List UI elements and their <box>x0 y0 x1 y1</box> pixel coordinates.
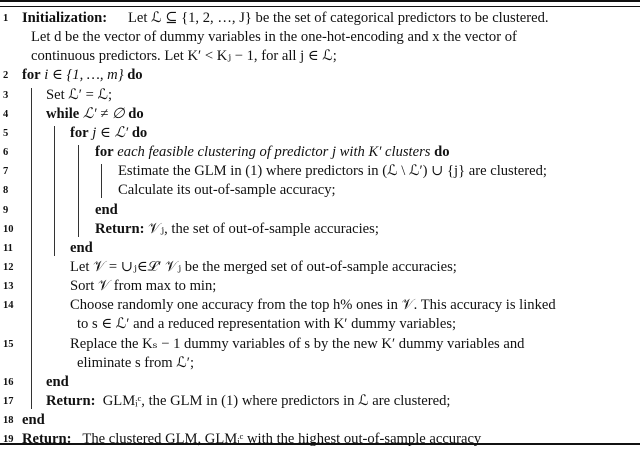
line-body <box>95 220 379 239</box>
line-text: Let 𝒱 = ∪ⱼ∈ℒ′ 𝒱ⱼ be the merged set of out-of-sample accuracies; <box>70 259 457 275</box>
line-text: Calculate its out-of-sample accuracy; <box>118 182 336 198</box>
line-body <box>46 105 144 124</box>
line-body <box>46 392 450 411</box>
algo-line-18 <box>0 411 640 430</box>
line-text: Let d be the vector of dummy variables in the one-hot-encoding and x the vector of <box>31 29 517 45</box>
keyword: for <box>22 67 41 83</box>
line-text: 𝒱ⱼ, the set of out-of-sample accuracies; <box>148 221 379 237</box>
algo-line-2 <box>0 66 640 85</box>
keyword: end <box>70 240 93 256</box>
algo-line-1-cont-1 <box>0 28 640 47</box>
algo-line-11 <box>0 239 640 258</box>
line-number: 4 <box>3 109 9 120</box>
line-text: ℒ′ ≠ ∅ <box>82 106 125 122</box>
line-number: 15 <box>3 339 14 350</box>
line-number: 7 <box>3 166 9 177</box>
algo-line-7 <box>0 162 640 181</box>
keyword: Return: <box>95 221 145 237</box>
keyword: end <box>95 202 118 218</box>
line-body <box>70 124 147 143</box>
keyword: Initialization: <box>22 10 108 26</box>
line-text: eliminate s from ℒ′; <box>77 355 195 371</box>
algo-line-1-cont-2 <box>0 47 640 66</box>
line-text: Estimate the GLM in (1) where predictors in (ℒ \ ℒ′) ∪ {j} are clustered; <box>118 163 547 179</box>
keyword: end <box>22 412 45 428</box>
line-number: 6 <box>3 147 9 158</box>
line-number: 16 <box>3 377 14 388</box>
line-text: i ∈ {1, …, m} <box>44 67 124 83</box>
algo-line-16 <box>0 373 640 392</box>
algo-line-19 <box>0 430 640 449</box>
algo-line-14-cont <box>0 315 640 334</box>
line-body <box>22 430 481 449</box>
keyword: do <box>128 106 144 122</box>
algo-line-13 <box>0 277 640 296</box>
top-rule-outer <box>0 0 640 2</box>
algo-line-4 <box>0 105 640 124</box>
line-text: Let ℒ ⊆ {1, 2, …, J} be the set of categorical predictors to be clustered. <box>128 10 549 26</box>
line-number: 5 <box>3 128 9 139</box>
algo-line-15-cont <box>0 354 640 373</box>
line-text: The clustered GLM, GLMᵢᶜ with the highest out-of-sample accuracy <box>82 431 482 447</box>
line-body <box>22 66 143 85</box>
line-text: Replace the Kₛ − 1 dummy variables of s by the new K′ dummy variables and <box>70 336 525 352</box>
keyword: Return: <box>46 393 96 409</box>
algo-line-10 <box>0 220 640 239</box>
line-text: j ∈ ℒ′ <box>92 125 129 141</box>
line-number: 19 <box>3 434 14 445</box>
line-number: 8 <box>3 185 9 196</box>
line-number: 13 <box>3 281 14 292</box>
algo-line-1 <box>0 9 640 28</box>
line-number: 11 <box>3 243 13 254</box>
line-number: 3 <box>3 90 9 101</box>
keyword: do <box>131 125 148 141</box>
line-number: 18 <box>3 415 14 426</box>
line-number: 1 <box>3 13 9 24</box>
keyword: do <box>127 67 143 83</box>
line-body <box>95 143 450 162</box>
line-number: 2 <box>3 70 9 81</box>
algo-line-9 <box>0 201 640 220</box>
algo-line-12 <box>0 258 640 277</box>
algo-line-3 <box>0 86 640 105</box>
line-text: Choose randomly one accuracy from the top h% ones in 𝒱. This accuracy is linked <box>70 297 556 313</box>
keyword: end <box>46 374 69 390</box>
top-rule-inner <box>0 6 640 7</box>
line-text: Set ℒ′ = ℒ; <box>46 87 113 103</box>
line-number: 9 <box>3 205 9 216</box>
line-text: to s ∈ ℒ′ and a reduced representation with K′ dummy variables; <box>77 316 457 332</box>
keyword: for <box>95 144 114 160</box>
keyword: while <box>46 106 80 122</box>
line-text: each feasible clustering of predictor j with K′ clusters <box>117 144 431 160</box>
line-text: GLMᵢᶜ, the GLM in (1) where predictors in ℒ are clustered; <box>102 393 451 409</box>
algo-line-15 <box>0 335 640 354</box>
keyword: Return: <box>22 431 72 447</box>
algo-line-5 <box>0 124 640 143</box>
algo-line-14 <box>0 296 640 315</box>
line-text: continuous predictors. Let K′ < Kⱼ − 1, for all j ∈ ℒ; <box>31 48 337 64</box>
line-number: 10 <box>3 224 14 235</box>
keyword: for <box>70 125 89 141</box>
line-text: Sort 𝒱 from max to min; <box>70 278 217 294</box>
line-number: 17 <box>3 396 14 407</box>
algo-line-6 <box>0 143 640 162</box>
keyword: do <box>434 144 450 160</box>
line-number: 14 <box>3 300 14 311</box>
algo-line-8 <box>0 181 640 200</box>
line-number: 12 <box>3 262 14 273</box>
algo-line-17 <box>0 392 640 411</box>
